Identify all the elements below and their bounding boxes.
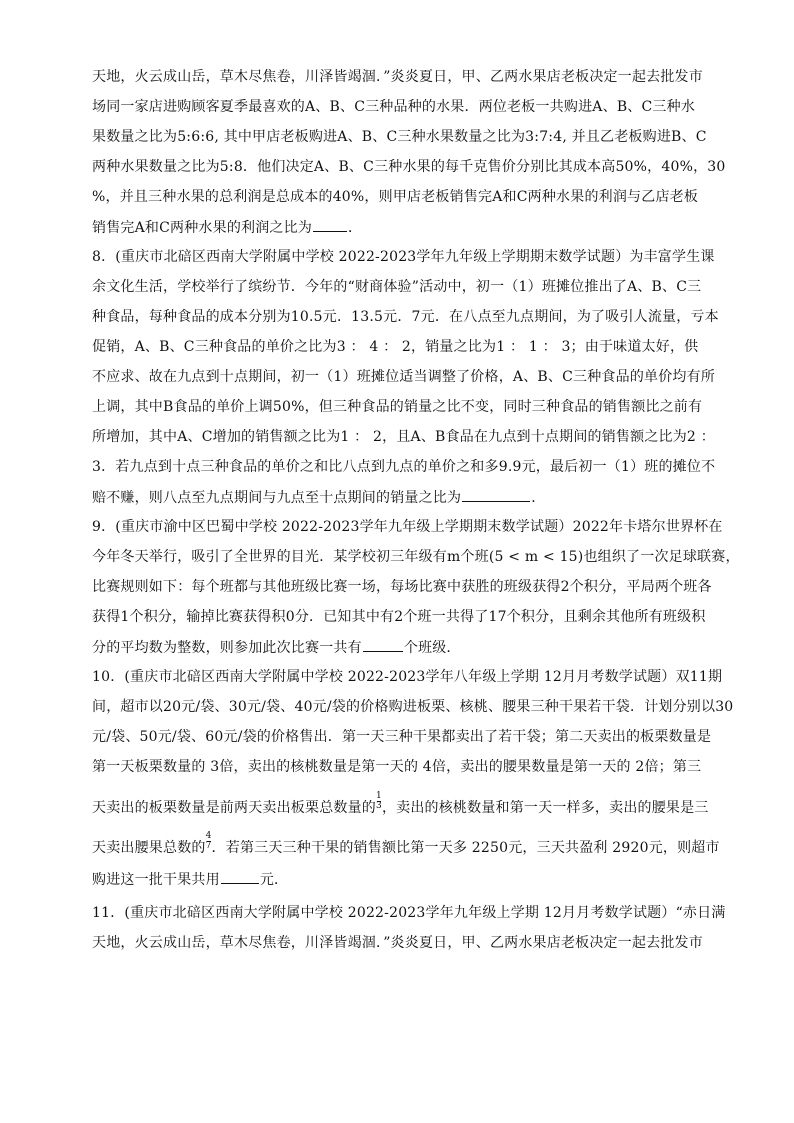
problem-header: 11．(重庆市北碚区西南大学附属中学校 2022-2023学年九年级上学期 12月月考数学试题）“赤日满 bbox=[92, 905, 726, 921]
text-line: 不应求、故在九点到十点期间，初一（1）班摊位适当调整了价格，A、B、C三种食品的单价均有所 bbox=[92, 369, 716, 385]
text-line: 元/袋、50元/袋、60元/袋的价格售出．第一天三种干果都卖出了若干袋；第二天卖出的板栗数量是 bbox=[92, 729, 712, 745]
text-line: %，并且三种水果的总利润是总成本的40%，则甲店老板销售完A和C两种水果的利润与乙店老板 bbox=[92, 189, 699, 205]
answer-blank[interactable] bbox=[221, 870, 259, 884]
text-segment: ． bbox=[348, 220, 363, 236]
text-line: 天地，火云成山岳，草木尽焦卷，川泽皆竭涸．”炎炎夏日，甲、乙两水果店老板决定一起去批发市 bbox=[92, 935, 703, 951]
text-line: 余文化生活，学校举行了缤纷节．今年的“财商体验”活动中，初一（1）班摊位推出了A、B、C三 bbox=[92, 279, 702, 295]
text-segment: ．若第三天三种干果的销售额比第一天多 2250元，三天共盈利 2920元，则超市 bbox=[211, 840, 720, 856]
text-line: 获得1个积分，输掉比赛获得积0分．已知其中有2个班一共得了17个积分，且剩余其他所有班级积 bbox=[92, 609, 706, 625]
fraction-denominator: 7 bbox=[205, 841, 212, 851]
text-segment: 分的平均数为整数，则参加此次比赛一共有 bbox=[92, 640, 362, 656]
fraction-numerator: 4 bbox=[205, 831, 212, 841]
text-line: 比赛规则如下：每个班都与其他班级比赛一场，每场比赛中获胜的班级获得2个积分，平局两个班各 bbox=[92, 579, 712, 595]
text-segment: 赔不赚，则八点至九点期间与九点至十点期间的销量之比为 bbox=[92, 490, 462, 506]
text-line-with-fraction bbox=[92, 792, 709, 817]
text-line: 促销，A、B、C三种食品的单价之比为3 ： 4 ： 2，销量之比为1 ： 1 ： 3；由于味道太好，供 bbox=[92, 339, 699, 355]
text-segment: 天卖出腰果总数的 bbox=[92, 840, 206, 856]
text-line: 第一天板栗数量的 3倍，卖出的核桃数量是第一天的 4倍，卖出的腰果数量是第一天的 2倍；第三 bbox=[92, 759, 702, 775]
text-line-with-fraction bbox=[92, 832, 720, 857]
text-segment: 个班级． bbox=[403, 640, 461, 656]
text-line: 所增加，其中A、C增加的销售额之比为1 ： 2，且A、B食品在九点到十点期间的销售额之比为2 ： bbox=[92, 429, 715, 445]
text-line-with-blank bbox=[92, 638, 461, 657]
text-line: 3．若九点到十点三种食品的单价之和比八点到九点的单价之和多9.9元，最后初一（1）班的摊位不 bbox=[92, 459, 716, 475]
text-segment: ，卖出的核桃数量和第一天一样多，卖出的腰果是三 bbox=[381, 800, 709, 816]
fraction-denominator: 3 bbox=[376, 801, 382, 811]
text-segment: ． bbox=[531, 490, 546, 506]
text-line: 场同一家店进购顾客夏季最喜欢的A、B、C三种品种的水果．两位老板一共购进A、B、C三种水 bbox=[92, 99, 696, 115]
text-line: 果数量之比为5:6:6, 其中甲店老板购进A、B、C三种水果数量之比为3:7:4, 并且乙老板购进B、C bbox=[92, 129, 707, 145]
text-segment: 购进这一批干果共用 bbox=[92, 872, 220, 888]
answer-blank[interactable] bbox=[363, 638, 403, 652]
text-line-with-blank bbox=[92, 488, 545, 507]
problem-header: 8．(重庆市北碚区西南大学附属中学校 2022-2023学年九年级上学期期末数学试题）为丰富学生课 bbox=[92, 249, 715, 265]
problem-header: 9．(重庆市渝中区巴蜀中学校 2022-2023学年九年级上学期期末数学试题）2022年卡塔尔世界杯在 bbox=[92, 519, 723, 535]
text-line: 今年冬天举行，吸引了全世界的目光．某学校初三年级有m个班(5 < m < 15)也组织了一次足球联赛， bbox=[92, 549, 740, 565]
text-line: 两种水果数量之比为5:8．他们决定A、B、C三种水果的每千克售价分别比其成本高50%，40%，30 bbox=[92, 159, 726, 175]
text-line-with-blank bbox=[92, 218, 362, 237]
answer-blank[interactable] bbox=[313, 218, 347, 232]
text-segment: 天卖出的板栗数量是前两天卖出板栗总数量的 bbox=[92, 800, 376, 816]
text-line-with-blank bbox=[92, 870, 288, 889]
problem-header: 10．(重庆市北碚区西南大学附属中学校 2022-2023学年八年级上学期 12月月考数学试题）双11期 bbox=[92, 669, 723, 685]
text-segment: 销售完A和C两种水果的利润之比为 bbox=[92, 220, 313, 236]
text-line: 上调，其中B食品的单价上调50%，但三种食品的销量之比不变，同时三种食品的销售额比之前有 bbox=[92, 399, 703, 415]
text-segment: 元． bbox=[259, 872, 289, 888]
answer-blank[interactable] bbox=[462, 488, 530, 502]
text-line: 天地，火云成山岳，草木尽焦卷，川泽皆竭涸．”炎炎夏日，甲、乙两水果店老板决定一起去批发市 bbox=[92, 69, 703, 85]
text-line: 种食品，每种食品的成本分别为10.5元．13.5元．7元．在八点至九点期间，为了吸引人流量，亏本 bbox=[92, 309, 719, 325]
fraction-numerator: 1 bbox=[376, 791, 382, 801]
text-line: 间，超市以20元/袋、30元/袋、40元/袋的价格购进板栗、核桃、腰果三种干果若干袋．计划分别以30 bbox=[92, 699, 734, 715]
